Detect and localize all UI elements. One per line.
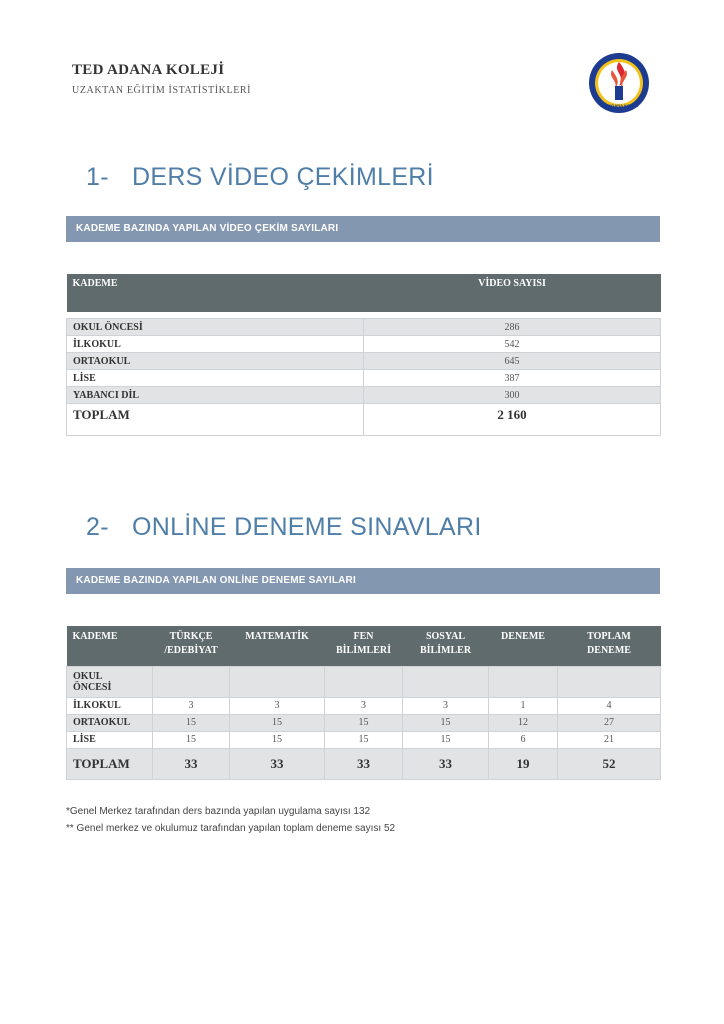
row-value: 542 (364, 336, 661, 353)
total-label: TOPLAM (67, 748, 153, 779)
row-label: LİSE (67, 370, 364, 387)
cell: 3 (230, 697, 325, 714)
table-row (67, 731, 661, 748)
row-value: 286 (364, 319, 661, 336)
table-row (67, 353, 661, 370)
cell (558, 666, 661, 697)
school-logo (588, 52, 650, 114)
video-table-header-count: VİDEO SAYISI (364, 274, 661, 312)
exam-header-deneme: DENEME (489, 626, 558, 666)
cell: 12 (489, 714, 558, 731)
row-label: İLKOKUL (67, 697, 153, 714)
exam-header-toplam: TOPLAM DENEME (558, 626, 661, 666)
cell (230, 666, 325, 697)
total-cell: 33 (403, 748, 489, 779)
table-row (67, 370, 661, 387)
cell: 4 (558, 697, 661, 714)
total-cell: 52 (558, 748, 661, 779)
row-value: 300 (364, 387, 661, 404)
row-value: 387 (364, 370, 661, 387)
row-label: LİSE (67, 731, 153, 748)
svg-text:TED ADANA KOLEJİ: TED ADANA KOLEJİ (599, 103, 639, 108)
table-row (67, 319, 661, 336)
table-row (67, 714, 661, 731)
section1-bar: KADEME BAZINDA YAPILAN VİDEO ÇEKİM SAYILARI (66, 216, 660, 242)
cell: 21 (558, 731, 661, 748)
row-label: İLKOKUL (67, 336, 364, 353)
cell: 1 (489, 697, 558, 714)
table-row (67, 387, 661, 404)
section2-title (86, 513, 482, 542)
cell (325, 666, 403, 697)
total-label: TOPLAM (67, 404, 364, 436)
exam-header-sosyal: SOSYAL BİLİMLER (403, 626, 489, 666)
total-cell: 33 (153, 748, 230, 779)
exam-table (66, 626, 661, 780)
row-label: ORTAOKUL (67, 714, 153, 731)
row-label: OKUL ÖNCESİ (67, 319, 364, 336)
cell: 15 (325, 731, 403, 748)
footnote-1: *Genel Merkez tarafından ders bazında yapılan uygulama sayısı 132 (66, 806, 371, 817)
table-row (67, 697, 661, 714)
section1-number: 1- (86, 163, 109, 191)
table-row (67, 666, 661, 697)
video-table-header-kademe: KADEME (67, 274, 364, 312)
cell: 15 (153, 714, 230, 731)
row-label: YABANCI DİL (67, 387, 364, 404)
cell: 15 (153, 731, 230, 748)
section1-title-text: DERS VİDEO ÇEKİMLERİ (132, 163, 434, 191)
section2-number: 2- (86, 513, 109, 541)
exam-header-fen: FEN BİLİMLERİ (325, 626, 403, 666)
total-cell: 33 (325, 748, 403, 779)
cell: 15 (403, 731, 489, 748)
total-row (67, 404, 661, 436)
cell (489, 666, 558, 697)
row-label: OKUL ÖNCESİ (67, 666, 153, 697)
cell: 15 (403, 714, 489, 731)
video-table (66, 274, 661, 436)
cell: 15 (230, 714, 325, 731)
cell: 3 (153, 697, 230, 714)
exam-header-kademe: KADEME (67, 626, 153, 666)
total-row (67, 748, 661, 779)
school-title: TED ADANA KOLEJİ (72, 62, 225, 78)
report-subtitle: UZAKTAN EĞİTİM İSTATİSTİKLERİ (72, 85, 252, 96)
total-value: 2 160 (364, 404, 661, 436)
cell: 3 (403, 697, 489, 714)
cell: 3 (325, 697, 403, 714)
row-value: 645 (364, 353, 661, 370)
cell: 6 (489, 731, 558, 748)
row-label: ORTAOKUL (67, 353, 364, 370)
section2-title-text: ONLİNE DENEME SINAVLARI (132, 513, 482, 541)
total-cell: 33 (230, 748, 325, 779)
cell: 15 (325, 714, 403, 731)
section2-bar: KADEME BAZINDA YAPILAN ONLİNE DENEME SAYILARI (66, 568, 660, 594)
exam-header-turkce: TÜRKÇE /EDEBİYAT (153, 626, 230, 666)
table-row (67, 336, 661, 353)
footnote-2: ** Genel merkez ve okulumuz tarafından yapılan toplam deneme sayısı 52 (66, 823, 396, 834)
cell (403, 666, 489, 697)
exam-header-matematik: MATEMATİK (230, 626, 325, 666)
cell: 27 (558, 714, 661, 731)
cell (153, 666, 230, 697)
cell: 15 (230, 731, 325, 748)
total-cell: 19 (489, 748, 558, 779)
section1-title (86, 163, 434, 192)
